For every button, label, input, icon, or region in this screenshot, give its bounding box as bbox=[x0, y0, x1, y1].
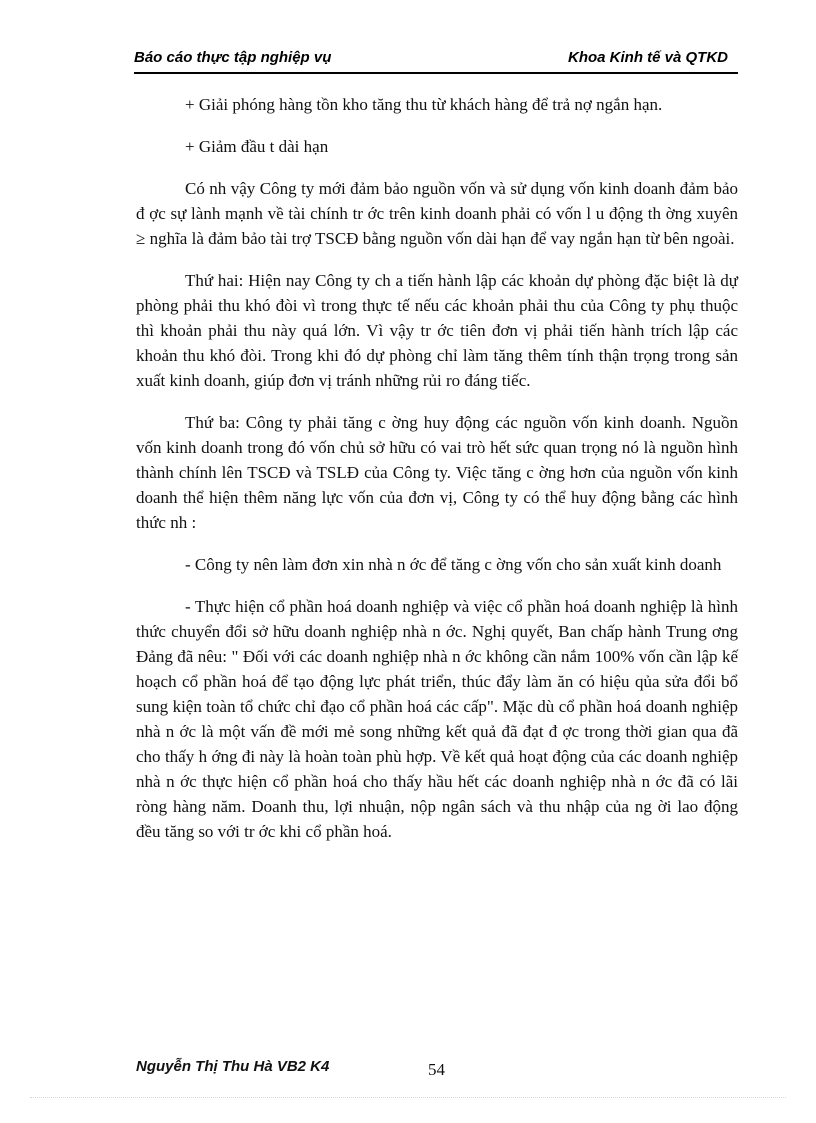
page-number: 54 bbox=[428, 1060, 445, 1079]
paragraph-6: - Công ty nên làm đơn xin nhà n ớc để tăng c ờng vốn cho sản xuất kinh doanh bbox=[185, 555, 722, 574]
paragraph-3: Có nh vậy Công ty mới đảm bảo nguồn vốn và sử dụng vốn kinh doanh đảm bảo đ ợc sự lành mạnh về tài chính tr ớc trên kinh doanh phải có vốn l u động th ờng xuyên ≥ nghĩa là đảm bảo tài trợ TSCĐ bằng nguồn vốn dài hạn để vay ngắn hạn từ bên ngoài. bbox=[136, 179, 738, 248]
document-body bbox=[136, 92, 738, 861]
paragraph-1: + Giải phóng hàng tồn kho tăng thu từ khách hàng để trả nợ ngắn hạn. bbox=[185, 95, 663, 114]
paragraph-4: Thứ hai: Hiện nay Công ty ch a tiến hành lập các khoản dự phòng đặc biệt là dự phòng phải thu khó đòi vì trong thực tế nếu các khoản phải thu của Công ty phụ thuộc thì khoản phải thu này quá lớn. Vì vậy tr ớc tiên đơn vị phải tiến hành trích lập các khoản thu khó đòi. Trong khi đó dự phòng chỉ làm tăng thêm tính thận trọng trong sản xuất kinh doanh, giúp đơn vị tránh những rủi ro đáng tiếc. bbox=[136, 271, 738, 390]
paragraph-2: + Giảm đầu t dài hạn bbox=[185, 137, 329, 156]
paragraph-7: - Thực hiện cổ phần hoá doanh nghiệp và việc cổ phần hoá doanh nghiệp là hình thức chuyển đổi sở hữu doanh nghiệp nhà n ớc. Nghị quyết, Ban chấp hành Trung ơng Đảng đã nêu: " Đối với các doanh nghiệp nhà n ớc không cần nắm 100% vốn cần lập kế hoạch cổ phần hoá để tạo động lực phát triển, thúc đẩy làm ăn có hiệu qủa sửa đổi bổ sung kiện toàn tổ chức chỉ đạo cổ phần hoá các cấp". Mặc dù cổ phần hoá doanh nghiệp nhà n ớc là một vấn đề mới mẻ song những kết quả đã đạt đ ợc trong thời gian qua đã cho thấy h ớng đi này là hoàn toàn phù hợp. Về kết quả hoạt động của các doanh nghiệp nhà n ớc thực hiện cổ phần hoá cho thấy hầu hết các doanh nghiệp nhà n ớc đã có lãi ròng hàng năm. Doanh thu, lợi nhuận, nộp ngân sách và thu nhập của ng ời lao động đều tăng so với tr ớc khi cổ phần hoá. bbox=[136, 597, 738, 841]
page-header bbox=[134, 46, 738, 74]
header-faculty: Khoa Kinh tế và QTKD bbox=[567, 49, 728, 66]
footer-author: Nguyễn Thị Thu Hà VB2 K4 bbox=[136, 1058, 330, 1075]
page-bottom-divider bbox=[30, 1097, 786, 1098]
header-report-title: Báo cáo thực tập nghiệp vụ bbox=[134, 49, 332, 66]
paragraph-5: Thứ ba: Công ty phải tăng c ờng huy động các nguồn vốn kinh doanh. Nguồn vốn kinh doanh trong đó vốn chủ sở hữu có vai trò hết sức quan trọng nó là nguồn hình thành chính lên TSCĐ và TSLĐ của Công ty. Việc tăng c ờng hơn của nguồn vốn kinh doanh thể hiện thêm năng lực vốn của đơn vị, Công ty có thể huy động bằng các hình thức nh : bbox=[136, 413, 738, 532]
page-footer bbox=[136, 1058, 738, 1082]
